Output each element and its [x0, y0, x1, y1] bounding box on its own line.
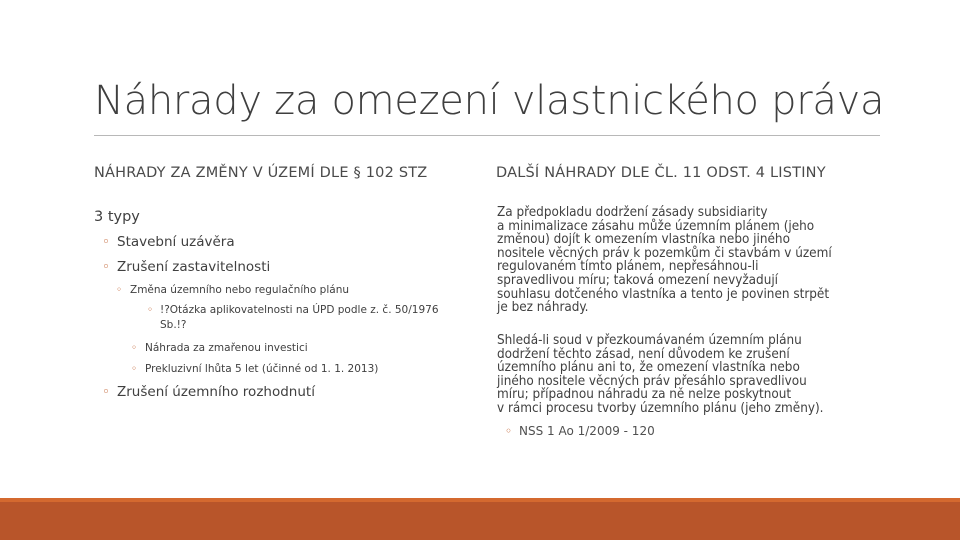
- paragraph-line: souhlasu dotčeného vlastníka a tento je povinen strpět: [497, 286, 830, 302]
- footer-band: [0, 498, 960, 540]
- list-item: [131, 363, 378, 375]
- paragraph-line: a minimalizace zásahu může územním plánem (jeho: [497, 218, 815, 234]
- citation-text: NSS 1 Ao 1/2009 - 120: [519, 424, 655, 438]
- paragraph-line: míru; případnou náhradu za ně nelze poskytnout: [497, 387, 792, 403]
- list-item-label: Zrušení zastavitelnosti: [117, 259, 271, 275]
- list-item-label: Zrušení územního rozhodnutí: [117, 384, 315, 400]
- paragraph-line: jiného nositele věcných práv přesáhlo spravedlivou: [497, 373, 807, 389]
- list-item-label: !?Otázka aplikovatelnosti na ÚPD podle z. č. 50/1976: [160, 304, 439, 316]
- bullet-icon: ◦: [131, 363, 138, 375]
- citation: [505, 424, 655, 438]
- bullet-icon: ◦: [147, 304, 154, 316]
- left-intro: 3 typy: [94, 209, 140, 225]
- paragraph-court: [497, 334, 882, 416]
- footer-band-highlight: [0, 498, 960, 502]
- right-column-heading: DALŠÍ NÁHRADY DLE ČL. 11 ODST. 4 LISTINY: [496, 165, 826, 181]
- paragraph-line: regulovaném tímto plánem, nepřesáhnou-li: [497, 259, 759, 275]
- slide-title: Náhrady za omezení vlastnického práva: [94, 78, 885, 124]
- paragraph-line: nositele věcných práv k pozemkům či stavbám v území: [497, 245, 832, 261]
- paragraph-line: dodržení těchto zásad, není důvodem ke zrušení: [497, 346, 790, 362]
- bullet-icon: ◦: [116, 284, 123, 296]
- paragraph-line: územního plánu ani to, že omezení vlastníka nebo: [497, 360, 800, 376]
- paragraph-line: je bez náhrady.: [497, 300, 589, 316]
- paragraph-line: spravedlivou míru; taková omezení nevyžadují: [497, 272, 779, 288]
- paragraph-line: Za předpokladu dodržení zásady subsidiarity: [497, 205, 768, 220]
- list-item: [131, 342, 308, 354]
- bullet-icon: ◦: [505, 424, 513, 438]
- paragraph-line: v rámci procesu tvorby územního plánu (jeho změny).: [497, 400, 824, 416]
- list-item-label: Prekluzivní lhůta 5 let (účinné od 1. 1. 2013): [145, 363, 379, 375]
- bullet-icon: ◦: [102, 384, 110, 400]
- paragraph-line: změnou) dojít k omezením vlastníka nebo jiného: [497, 232, 790, 248]
- list-item-continuation: Sb.!?: [160, 319, 187, 331]
- list-item: [147, 304, 439, 316]
- paragraph-line: Shledá-li soud v přezkoumávaném územním plánu: [497, 333, 802, 348]
- paragraph-subsidiarity: [497, 206, 882, 315]
- bullet-icon: ◦: [131, 342, 138, 354]
- list-item-label: Změna územního nebo regulačního plánu: [130, 284, 349, 296]
- list-item: [102, 234, 235, 250]
- bullet-icon: ◦: [102, 259, 110, 275]
- bullet-icon: ◦: [102, 234, 110, 250]
- list-item: [116, 284, 349, 296]
- left-column-heading: NÁHRADY ZA ZMĚNY V ÚZEMÍ DLE § 102 STZ: [94, 165, 428, 181]
- list-item-label: Náhrada za zmařenou investici: [145, 342, 308, 354]
- title-divider: [94, 135, 880, 136]
- list-item-label: Stavební uzávěra: [117, 234, 235, 250]
- list-item: [102, 384, 315, 400]
- list-item: [102, 259, 270, 275]
